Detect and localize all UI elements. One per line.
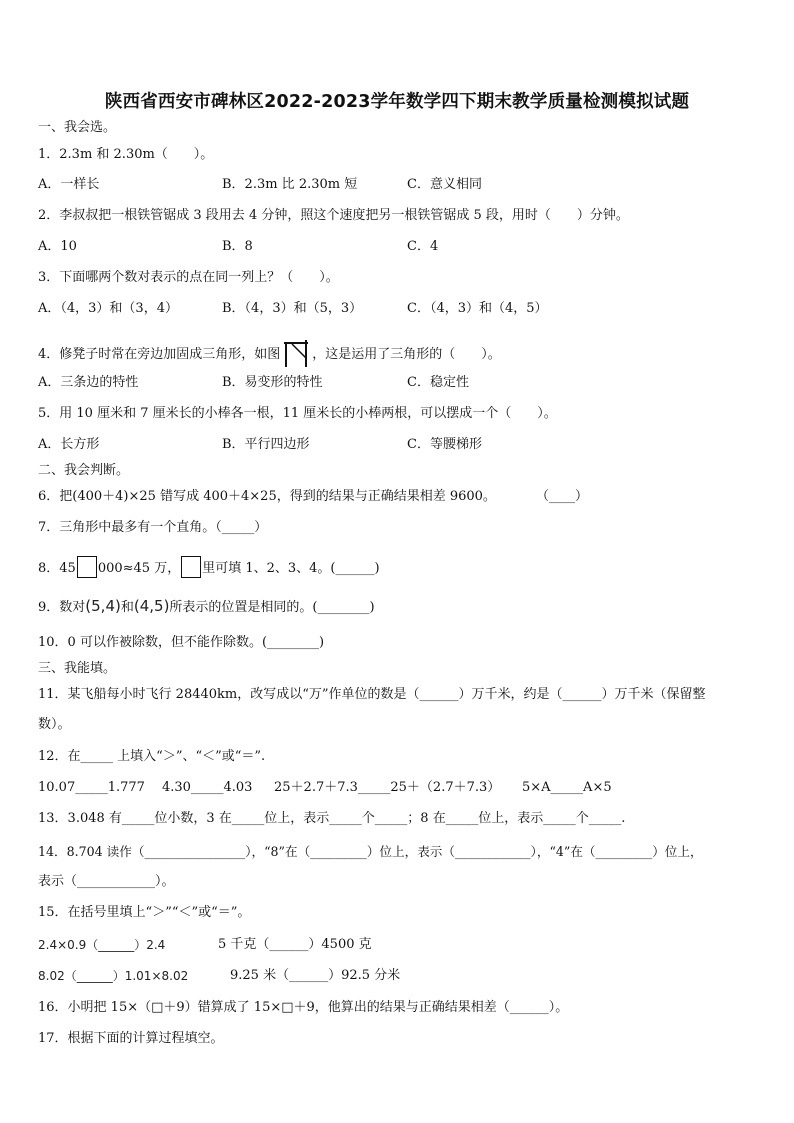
question-17: 17．根据下面的计算过程填空。 xyxy=(38,1031,224,1046)
question-13: 13．3.048 有_____位小数，3 在_____位上，表示_____个_____；8 在_____位上，表示_____个_____. xyxy=(38,811,626,826)
section-heading-fill: 三、我能填。 xyxy=(38,661,117,676)
question-5: 5．用 10 厘米和 7 厘米长的小棒各一根，11 厘米长的小棒两根，可以摆成一个（ ）。 xyxy=(38,406,557,421)
q12-item-3: 25＋2.7＋7.3_____25＋（2.7＋7.3） xyxy=(274,780,501,795)
q9-part3: 所表示的位置是相同的。(________) xyxy=(169,600,375,615)
q12-item-1: 10.07_____1.777 xyxy=(38,780,145,795)
q4-text-post: ，这是运用了三角形的（ ）。 xyxy=(312,347,501,362)
q8-part1: 8．45 xyxy=(38,561,76,576)
section-heading-judge: 二、我会判断。 xyxy=(38,463,130,478)
question-9 xyxy=(38,597,375,617)
q4-option-b: B．易变形的特性 xyxy=(222,375,323,390)
q15-row-2-right: 9.25 米（______）92.5 分米 xyxy=(230,968,401,983)
question-6 xyxy=(38,488,588,506)
question-4 xyxy=(38,338,501,374)
q5-option-a: A．长方形 xyxy=(38,437,100,452)
q9-pair-1: (5,4) xyxy=(85,597,121,615)
q5-option-c: C．等腰梯形 xyxy=(407,437,482,452)
question-11-line-2: 数）。 xyxy=(38,717,71,732)
q9-pair-2: (4,5) xyxy=(133,597,170,615)
q1-option-a: A．一样长 xyxy=(38,177,100,192)
q9-part2: 和 xyxy=(120,600,134,615)
q4-option-a: A．三条边的特性 xyxy=(38,375,139,390)
q8-part2: 000≈45 万， xyxy=(97,561,181,576)
q3-option-b: B．（4，3）和（5，3） xyxy=(222,301,363,316)
q15-row-1-right: 5 千克（______）4500 克 xyxy=(218,937,372,952)
q6-answer-paren: （____） xyxy=(535,489,588,504)
question-10: 10．0 可以作被除数，但不能作除数。(________) xyxy=(38,635,325,650)
q2-option-c: C．4 xyxy=(407,239,439,254)
q4-option-c: C．稳定性 xyxy=(407,375,469,390)
question-12: 12．在_____ 上填入“＞”、“＜”或“＝”. xyxy=(38,749,266,764)
q5-option-b: B．平行四边形 xyxy=(222,437,310,452)
question-1: 1．2.3m 和 2.30m（ ）。 xyxy=(38,147,214,162)
q9-part1: 9．数对 xyxy=(38,600,86,615)
question-14-line-1: 14．8.704 读作（________________），“8”在（_________）位上，表示（____________），“4”在（_________）位上， xyxy=(38,844,703,859)
question-7: 7．三角形中最多有一个直角。（_____） xyxy=(38,520,268,535)
question-14-line-2: 表示（____________）。 xyxy=(38,874,175,889)
q2-option-a: A．10 xyxy=(38,239,77,254)
q3-option-a: A．（4，3）和（3，4） xyxy=(38,301,178,316)
q12-item-2: 4.30_____4.03 xyxy=(162,780,253,795)
q4-text-pre: 4．修凳子时常在旁边加固成三角形，如图 xyxy=(38,347,281,362)
q15-row-1-left: 2.4×0.9（______）2.4 xyxy=(38,938,166,952)
q15-row-2-left: 8.02（______）1.01×8.02 xyxy=(38,969,189,983)
section-heading-choice: 一、我会选。 xyxy=(38,120,117,135)
q8-blank-box-1 xyxy=(77,556,97,578)
question-3: 3．下面哪两个数对表示的点在同一列上？（ ）。 xyxy=(38,270,339,285)
question-16: 16．小明把 15×（□＋9）错算成了 15×□＋9，他算出的结果与正确结果相差（______）。 xyxy=(38,1000,569,1015)
q1-option-c: C．意义相同 xyxy=(407,177,482,192)
q12-item-4: 5×A_____A×5 xyxy=(522,780,612,795)
question-2: 2．李叔叔把一根铁管锯成 3 段用去 4 分钟，照这个速度把另一根铁管锯成 5 段，用时（ ）分钟。 xyxy=(38,208,629,223)
q1-option-b: B．2.3m 比 2.30m 短 xyxy=(222,177,358,192)
question-11-line-1: 11．某飞船每小时飞行 28440km，改写成以“万”作单位的数是（______）万千米，约是（______）万千米（保留整 xyxy=(38,687,706,702)
q2-option-b: B．8 xyxy=(222,239,253,254)
q6-text: 6．把(400＋4)×25 错写成 400＋4×25，得到的结果与正确结果相差 9600。 xyxy=(38,489,496,504)
q3-option-c: C．（4，3）和（4，5） xyxy=(407,301,548,316)
q8-part3: 里可填 1、2、3、4。(______) xyxy=(202,561,380,576)
question-8 xyxy=(38,556,380,578)
q8-blank-box-2 xyxy=(181,556,201,578)
page-title: 陕西省西安市碑林区2022-2023学年数学四下期末教学质量检测模拟试题 xyxy=(104,92,690,112)
stool-triangle-figure xyxy=(282,338,310,374)
question-15: 15．在括号里填上“＞”“＜”或“＝”。 xyxy=(38,905,251,920)
